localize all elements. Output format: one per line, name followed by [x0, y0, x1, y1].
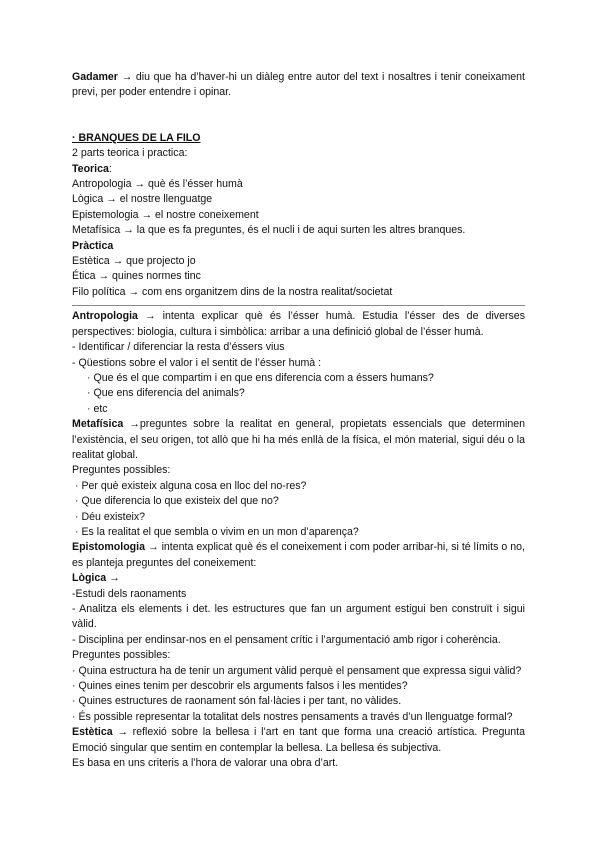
- metafisica-term: Metafísica: [72, 418, 124, 431]
- gadamer-paragraph: [72, 70, 525, 101]
- estetica-paragraph: [72, 725, 525, 756]
- practica-item: Filo política → com ens organitzem dins de la nostra realitat/societat: [72, 285, 393, 298]
- antropologia-subpoint: · Que és el que compartim i en que ens diferencia com a éssers humans?: [87, 371, 434, 384]
- logica-question: · És possible representar la totalitat dels nostres pensaments a través d’un llenguatge formal?: [72, 710, 513, 723]
- gadamer-term: Gadamer: [72, 71, 118, 83]
- gadamer-text: → diu que ha d’haver-hi un diàleg entre autor del text i nosaltres i tenir coneixament previ, per poder entendre i opinar.: [72, 71, 525, 99]
- branques-heading: · BRANQUES DE LA FILO: [72, 131, 201, 144]
- estetica-extra: Es basa en uns criteris a l’hora de valorar una obra d’art.: [72, 757, 339, 770]
- antropologia-paragraph: [72, 309, 525, 340]
- logica-question: · Quines eines tenim per descobrir els arguments falsos i les mentides?: [72, 680, 408, 693]
- metafisica-text: →preguntes sobre la realitat en general, propietats essencials que determinen l’existència, el seu origen, tot allò que hi ha més enllà de la física, el món material, sigui déu o la realitat global.: [72, 418, 525, 461]
- logica-point: - Analitza els elements i det. les estructures que fan un argument estigui ben construït i sigui vàlid.: [72, 603, 525, 631]
- metafisica-question: · Déu existeix?: [75, 510, 146, 523]
- metafisica-question: · Que diferencia lo que existeix del que no?: [75, 495, 279, 508]
- antropologia-point: - Qüestions sobre el valor i el sentit de l’ésser humà :: [72, 356, 322, 369]
- practica-item: Ética → quines normes tinc: [72, 270, 201, 283]
- metafisica-questions-label: Preguntes possibles:: [72, 464, 171, 477]
- logica-point: -Estudi dels raonaments: [72, 587, 187, 600]
- practica-item: Estètica → que projecto jo: [72, 255, 196, 268]
- logica-point: - Disciplina per endinsar-nos en el pensament crític i l’argumentació amb rigor i coherència.: [72, 633, 501, 646]
- metafisica-question: · Per què existeix alguna cosa en lloc del no-res?: [75, 479, 307, 492]
- section-divider: [72, 305, 525, 306]
- teorica-item: Antropologia → què és l’ésser humà: [72, 178, 243, 191]
- antropologia-subpoint: · etc: [87, 402, 108, 415]
- epistemologia-text: → intenta explicat què és el coneixement i com poder arribar-hi, si té límits o no, es planteja preguntes del coneixement:: [72, 541, 525, 569]
- teorica-heading: Teorica: [72, 162, 109, 175]
- estetica-text: → reflexió sobre la bellesa i l’art en tant que forma una creació artística. Pregunta Emoció singular que sentim en contemplar la bellesa. La bellesa és subjectiva.: [72, 726, 525, 754]
- document-page: [72, 70, 525, 771]
- logica-question: · Quines estructures de raonament són fal·làcies i per tant, no vàlides.: [72, 695, 402, 708]
- metafisica-paragraph: [72, 417, 525, 463]
- metafisica-question: · Es la realitat el que sembla o vivim en un mon d’aparença?: [75, 525, 359, 538]
- teorica-colon: :: [108, 162, 112, 175]
- logica-question: · Quina estructura ha de tenir un argument vàlid perquè el pensament que expressa sigui vàlid?: [72, 664, 522, 677]
- estetica-term: Estètica: [72, 726, 113, 739]
- logica-heading: Lògica →: [72, 572, 120, 585]
- epistemologia-paragraph: [72, 540, 525, 571]
- teorica-item: Lògica → el nostre llenguatge: [72, 193, 213, 206]
- branques-intro: 2 parts teorica i practica:: [72, 147, 188, 160]
- practica-heading: Pràctica: [72, 239, 114, 252]
- antropologia-subpoint: · Que ens diferencia del animals?: [87, 387, 245, 400]
- antropologia-point: - Identificar / diferenciar la resta d’éssers vius: [72, 341, 285, 354]
- antropologia-term: Antropologia: [72, 310, 138, 323]
- teorica-item: Epistemologia → el nostre coneixement: [72, 208, 259, 221]
- epistemologia-term: Epistomologia: [72, 541, 145, 554]
- teorica-item: Metafísica → la que es fa preguntes, és el nucli i de aqui surten les altres branques.: [72, 224, 466, 237]
- antropologia-text: → intenta explicar què és l’ésser humà. Estudia l’ésser des de diverses perspectives: biologia, cultura i simbòlica: arribar a una definició global de l’ésser humà.: [72, 310, 525, 338]
- logica-questions-label: Preguntes possibles:: [72, 649, 171, 662]
- teorica-heading-line: [72, 162, 525, 177]
